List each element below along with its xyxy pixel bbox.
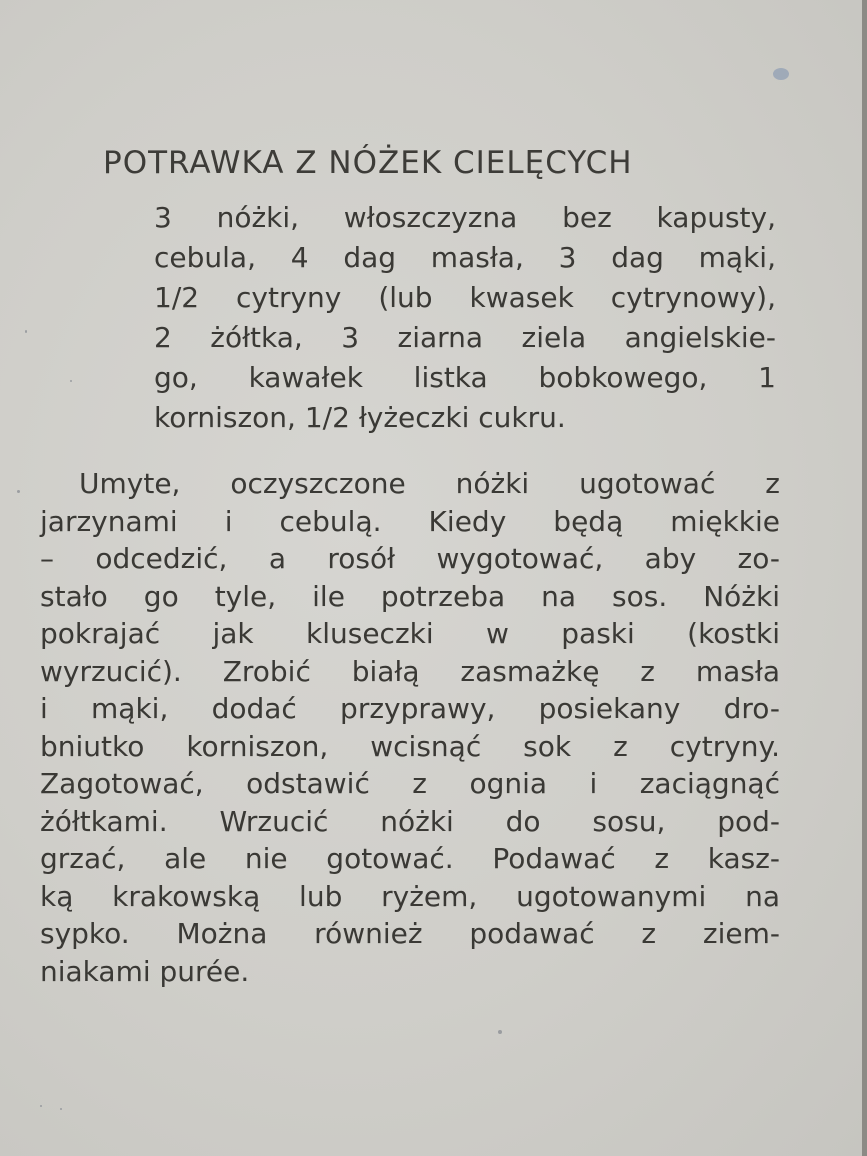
ink-speck xyxy=(17,490,20,493)
instruction-line: Zagotować, odstawić z ognia i zaciągnąć xyxy=(40,767,780,800)
page-edge-shadow xyxy=(862,0,867,1156)
ingredient-line: korniszon, 1/2 łyżeczki cukru. xyxy=(154,401,566,434)
instruction-line: jarzynami i cebulą. Kiedy będą miękkie xyxy=(40,504,780,538)
instruction-line: wyrzucić). Zrobić białą zasmażkę z masła xyxy=(40,654,780,688)
ingredient-line: cebula, 4 dag masła, 3 dag mąki, xyxy=(154,241,776,274)
instruction-line: ką krakowską lub ryżem, ugotowanymi na xyxy=(40,879,780,913)
ingredient-line: go, kawałek listka bobkowego, 1 xyxy=(154,361,776,394)
instruction-line: – odcedzić, a rosół wygotować, aby zo- xyxy=(40,542,780,575)
instruction-line: Umyte, oczyszczone nóżki ugotować z xyxy=(79,467,780,500)
ink-speck xyxy=(60,1108,62,1110)
instructions-block xyxy=(40,465,780,990)
ink-speck xyxy=(773,68,789,80)
ingredient-line: 1/2 cytryny (lub kwasek cytrynowy), xyxy=(154,281,776,314)
ink-speck xyxy=(70,380,72,382)
instruction-line: niakami purée. xyxy=(40,954,250,988)
ingredient-line: 3 nóżki, włoszczyzna bez kapusty, xyxy=(154,201,776,234)
ingredient-line: 2 żółtka, 3 ziarna ziela angielskie- xyxy=(154,321,776,354)
ink-speck xyxy=(40,1105,42,1107)
instruction-line: sypko. Można również podawać z ziem- xyxy=(40,917,780,950)
instruction-line: stało go tyle, ile potrzeba na sos. Nóżki xyxy=(40,579,780,613)
instruction-line: grzać, ale nie gotować. Podawać z kasz- xyxy=(40,842,780,875)
ink-speck xyxy=(498,1030,502,1034)
instruction-line: bniutko korniszon, wcisnąć sok z cytryny. xyxy=(40,729,780,763)
instruction-line: pokrajać jak kluseczki w paski (kostki xyxy=(40,617,780,650)
ingredients-block xyxy=(154,198,776,438)
instruction-line: żółtkami. Wrzucić nóżki do sosu, pod- xyxy=(40,804,780,838)
ink-speck xyxy=(25,330,27,333)
recipe-title: POTRAWKA Z NÓŻEK CIELĘCYCH xyxy=(103,145,633,181)
instruction-line: i mąki, dodać przyprawy, posiekany dro- xyxy=(40,692,780,725)
